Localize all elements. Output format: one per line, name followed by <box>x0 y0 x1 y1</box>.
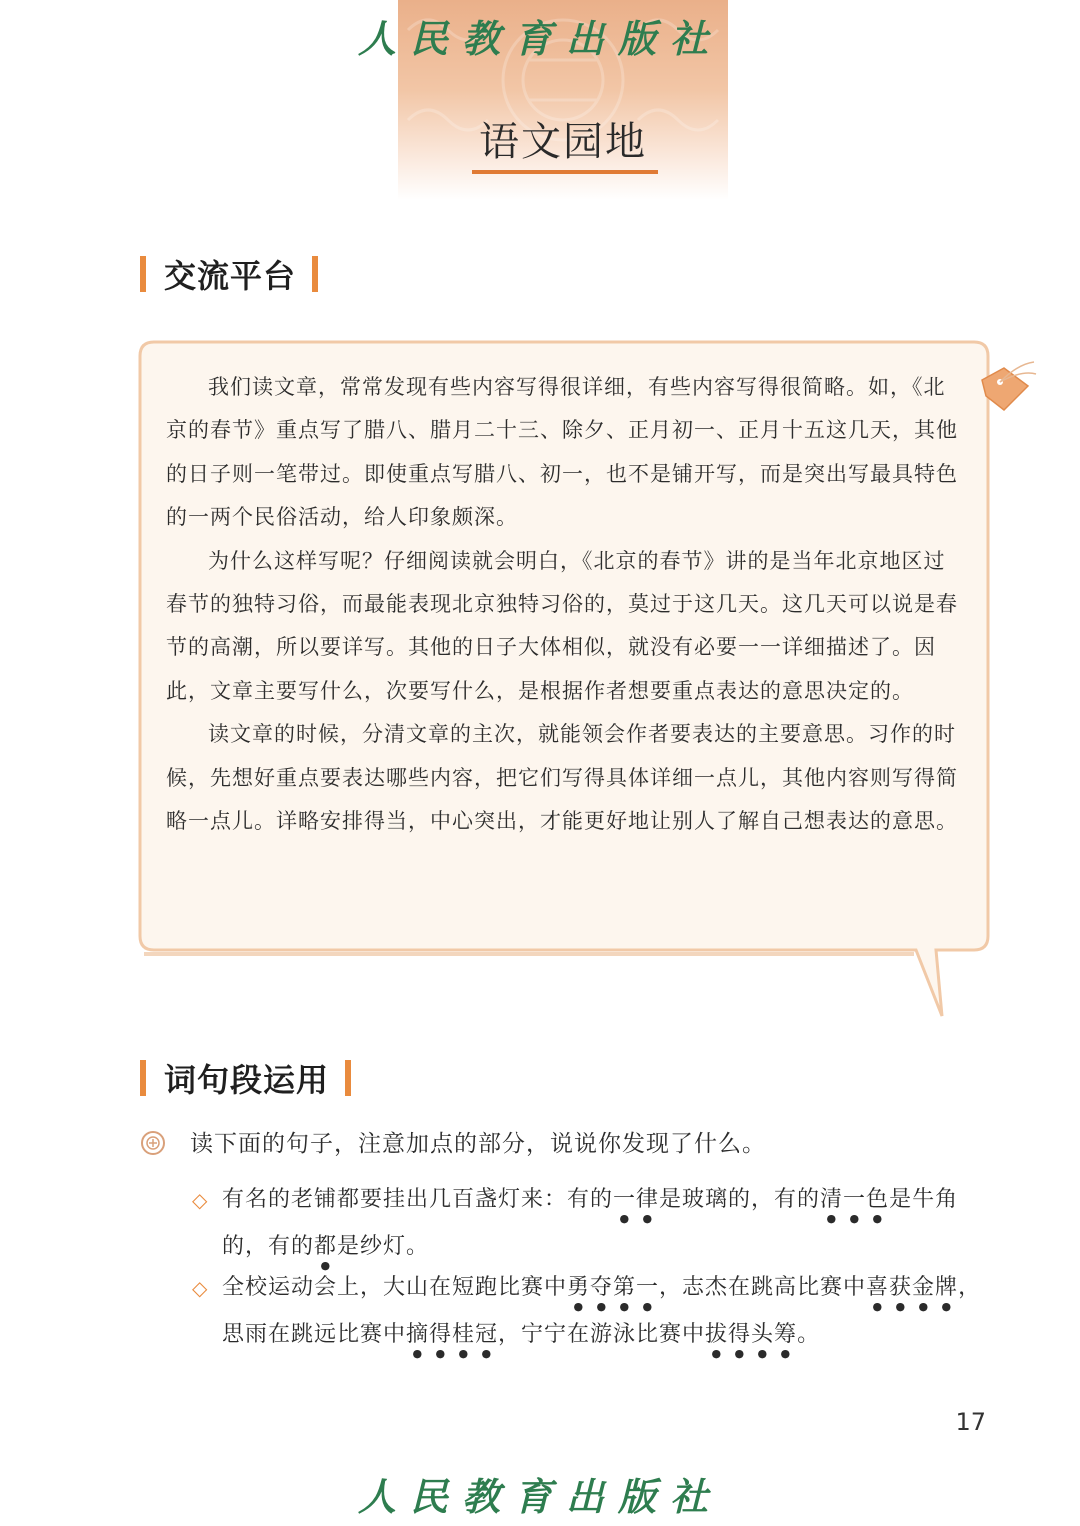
diamond-icon: ◇ <box>192 1276 209 1300</box>
card-paragraph-1: 我们读文章，常常发现有些内容写得很详细，有些内容写得很简略。如，《北京的春节》重点写了腊八、腊月二十三、除夕、正月初一、正月十五这几天，其他的日子则一笔带过。即使重点写腊八、初一，也不是铺开写，而是突出写最具特色的一两个民俗活动，给人印象颇深。 <box>166 375 958 530</box>
section-heading-exchange <box>140 252 318 296</box>
emphasized-text: 一律 <box>613 1187 660 1212</box>
example-sentence-1 <box>192 1178 992 1272</box>
card-paragraph-2: 为什么这样写呢？仔细阅读就会明白，《北京的春节》讲的是当年北京地区过春节的独特习俗，而最能表现北京独特习俗的，莫过于这几天。这几天可以说是春节的高潮，所以要详写。其他的日子大体相似，就没有必要一一详细描述了。因此，文章主要写什么，次要写什么，是根据作者想要重点表达的意思决定的。 <box>166 548 958 703</box>
section-bar-right <box>312 256 318 292</box>
section-heading-text: 词句段运用 <box>164 1061 330 1099</box>
text-segment: 是牛角的，有的 <box>222 1187 959 1259</box>
tag-icon <box>978 360 1038 430</box>
question-text: 读下面的句子，注意加点的部分，说说你发现了什么。 <box>190 1131 766 1157</box>
text-segment: 全校运动会上，大山在短跑比赛中 <box>222 1275 568 1300</box>
emphasized-text: 摘得桂冠 <box>406 1322 499 1347</box>
card-text <box>166 366 958 843</box>
emphasized-text: 清一色 <box>820 1187 890 1212</box>
example-sentence-2 <box>192 1266 992 1360</box>
emphasized-text: 勇夺第一 <box>567 1275 660 1300</box>
emphasized-text: 拔得头筹 <box>705 1322 798 1347</box>
text-segment: ，志杰在跳高比赛中 <box>659 1275 867 1300</box>
text-segment: 有名的老铺都要挂出几百盏灯来：有的 <box>222 1187 614 1212</box>
section-bar-right <box>345 1060 351 1096</box>
publisher-logo-bottom: 人民教育出版社 <box>357 1474 722 1519</box>
emphasized-text: 都 <box>314 1234 338 1259</box>
page-title: 语文园地 <box>479 119 647 165</box>
page-number: 17 <box>955 1408 986 1436</box>
section-heading-text: 交流平台 <box>164 257 297 295</box>
section-bar-left <box>140 1060 146 1096</box>
text-segment: ，宁宁在游泳比赛中 <box>498 1322 706 1347</box>
text-segment: 是玻璃的，有的 <box>659 1187 821 1212</box>
card-paragraph-3: 读文章的时候，分清文章的主次，就能领会作者要表达的主要意思。习作的时候，先想好重点要表达哪些内容，把它们写得具体详细一点儿，其他内容则写得简略一点儿。详略安排得当，中心突出，才能更好地让别人了解自己想表达的意思。 <box>166 722 958 834</box>
seal-icon <box>140 1130 166 1156</box>
publisher-logo-top: 人民教育出版社 <box>357 16 722 61</box>
section-bar-left <box>140 256 146 292</box>
example-body <box>222 1178 992 1272</box>
title-underline <box>472 170 658 174</box>
text-segment: 是纱灯。 <box>337 1234 430 1259</box>
emphasized-text: 喜获金牌 <box>866 1275 959 1300</box>
section-heading-usage <box>140 1056 351 1100</box>
diamond-icon: ◇ <box>192 1188 209 1212</box>
text-segment: 。 <box>797 1322 821 1347</box>
example-body <box>222 1266 992 1360</box>
text-segment: ，思雨在跳远比赛中 <box>222 1275 982 1347</box>
